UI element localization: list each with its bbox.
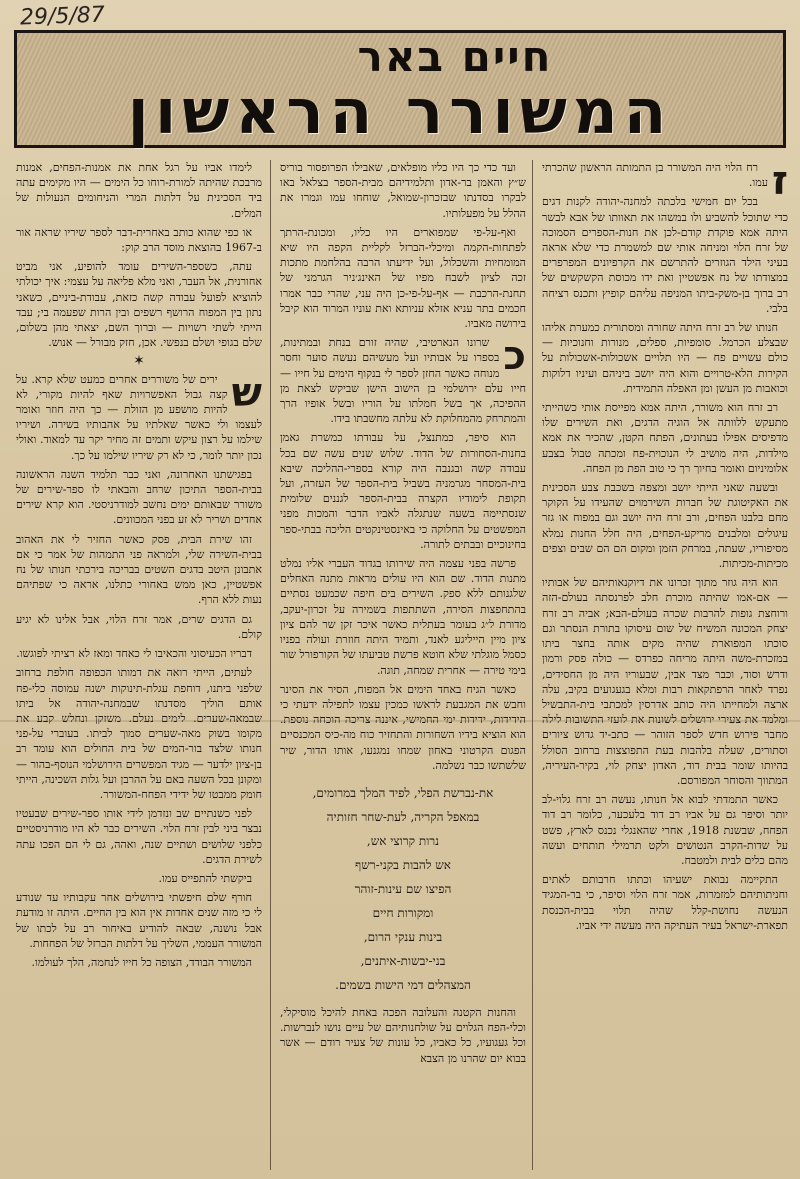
poem-line: בינות ענקי הרום, — [363, 929, 443, 944]
paragraph: הוא סיפר, כמתנצל, על עבודתו כמשרת גאמן בחנות-הסחורות של הדוד. שלוש שנים עשה שם בכל עבודה קשה ובגנבה היה קורא בספרי-ההליכה שיבא בית-המסחר מגרמניה בשביל בית-הספר של העזרה, ועל תקופת לימודיו הקצרה בבית-הספר לגננים שלומית שנסתיימה בשעה שנתגלה לאביו הדבר והמכות מפני המפשטים על החלוקה כי באינסטינקטים הליכה בבתי-ספר בחינוכיים ובבתים לתורה. — [280, 431, 526, 551]
poem-line: את-נברשת הפלי, לפיד המלך במרומים, — [312, 785, 494, 800]
column-divider — [270, 160, 271, 1170]
paragraph: לעתים, הייתי רואה את דמותו הכפופה חולפת ברחוב שלפני ביתנו, דוחפת עגלת-תינוקות ישנה עמוסה כלי-פח אותם הוליך מסדנתו שבמחנה-יהודה אל ביתו שבמאה-שערים. לימים נעלם. משזקן ונחלש קבע את מקומו בשוק מאה-שערים סמוך לביתו. בעוברי על-פני חנותו שלצד בור-המים של בית החולים הוא עומד רב בן-ציון ילדער — מגיד המפשרים הירושלמי הנוסף-בהור — ומקונן בכל השעה באם על ההרבן ועל גלות השכינה, הייתי חומק ממבטו של ידידי הפחח-המשורר. — [16, 666, 262, 801]
article-column-middle — [280, 160, 526, 1170]
paragraph: המשורר הבודד, הצופה כל חייו לנחמה, הלך לעולמו. — [31, 955, 252, 969]
article-column-right — [542, 160, 788, 1170]
poem-line: הפיצו שם עינות-זוהר — [354, 881, 452, 896]
poem-line: נרות קרוצי אש, — [366, 833, 440, 848]
poem-line: במאפל הקריה, לעת-שחר חזותיה — [326, 809, 480, 824]
paragraph: או כפי שהוא כותב באחרית-דבר לספר שיריו שראה אור ב-1967 בהוצאת מוסד הרב קוק: — [16, 225, 262, 255]
poem-line: בני-יבשות-איתנים, — [360, 953, 446, 968]
paragraph: כאשר הגיח באחד הימים אל המפוח, הסיר את הסינר וחבש את המגבעת לראשו כמכין עצמו לתפילה ידעתי כי הידידות, ידידות ימי החמישי, איננה צריכה הוכחה נוספת. הוא הוציא בידיו השחורות והתחזיר כוח מה-כיס המכנסיים הפגום הקרטוני באחון שמחו נמגנעו, אותו הדור, שיר שלשתשו כבר נשלמה. — [280, 682, 526, 772]
paragraph: כאשר התמדתי לבוא אל חנותו, נעשה רב זרח גלוי-לב יותר וסיפר גם על אביו רב דוד בלעכער, כלומר רב דוד הפחח, שבשנת 1918, אחרי שהאנגלי נכנס לארץ, פשט על שדות-הקרב הנטושים ולקט תרמילי תותחים ועשה מהם כלים לבית ולמטבח. — [542, 793, 788, 867]
headline-box — [14, 30, 786, 148]
column-divider — [532, 160, 533, 1170]
paragraph: לימדו אביו על רגל אחת את אמנות-הפחים, אמנות מרבכת שהיתה למורת-רוחו כל הימים — היו מקימים עתה ביד הסכינית על דלתות המרי והניחומים הנעולות של המלים. — [16, 161, 262, 220]
paragraph: והחנות הקטנה והעלובה הפכה באחת להיכל מוסיקלי, וכלי-הפח הגלוים על שולחנותיהם של עיים נושו לנברשות. וכל געגועיו, כל כאביו, כל עונות של צעיר רודם — אשר בבוא יום שהרנו מן הצבא — [280, 1005, 526, 1065]
paragraph: בכל יום חמישי בלכתה למחנה-יהודה לקנות דגים כדי שתוכל להשביע ולו במשהו את תאוותו של אבא לבשר היתה אמא פוקדת קודם-לכן את חנות-הספרים הסמוכה של זרח הלוי ומניחה אותי שם למשמרת כדי שלא אראה בעיני הילד הגוזרים להתרשם את הקרפיונים המפרפרים במצודתו של נח אפשטיין ואת ידו מכוסת הקשקשים של רב ברוך בן-משק-ביתו המניפה עליהם קופיץ ותכנס רציחה בלבי. — [542, 195, 788, 315]
paragraph: שרונו הנארטיבי, שהיה זורם בנחת ובמתינות, בספרו על אבותיו ועל מעשיהם נעשה סוער וחסר מנוחה כאשר החזן לספר לי בנקוף הימים על חייו — חייו עלם ירושלמי בן הישוב הישן שביקש לצאת מן ההפיכה, אך בשל חמלתו על הוריו ובשל אופיו הרך והמתרחק מהמחלוקת לא עלתה מחשבתו בידו. — [280, 336, 526, 426]
paragraph: ועד כדי כך היו כליו מופלאים, שאבילו הפרופסור בוריס ש״ץ והאמן בר-אדון ותלמידיהם מבית-הספר בצלאל באו לבקרו בסדנתו שבזכרון-שמואל, שוחחו עמו וגמרו את ההלל על מפעלותיו. — [280, 161, 526, 220]
paragraph: דבריו הכעיסוני והכאיבו לי כאחד ומאז לא רציתי לפוגשו. — [16, 647, 252, 661]
drop-cap: ז — [771, 160, 788, 204]
drop-cap: ש — [231, 369, 262, 416]
paragraph: ירים של משוררים אחרים כמעט שלא קרא. על קצה גבול האפשרויות שאף להיות מקורי, לא להיות מושפע מן הזולת — כך היה חוזר ואומר לעצמו ולי כאשר שאלתיו על אהבותיו בשירה. ושיריו שילמו על רצון עיקש ותמים זה מחיר יקר עד למאוד. ואולי נכון יותר לומר, כי לא רק שיריו שילמו על כך. — [16, 372, 262, 462]
poem-line: המצהלים דמי הישות בשמים. — [335, 977, 471, 992]
paragraph: לפני כשנתיים שב ונזדמן לידי אותו ספר-שירים שבעטיו נבצר ביני לבין זרח הלוי. השירים כבר לא היו מודרניסטיים כלפני שלושים ושתיים שנה, ואהה, גם לי הם הפכו עתה לשירת הדגים. — [16, 807, 262, 866]
block-quote: עתה, כשספר-השירים עומד להופיע, אני מביט אחורנית, אל העבר, ואני מלא פליאה על עצמי: איך יכולתי להוציא לפועל עבודה קשה כזאת, עבודת-ביניים, כשאני נתון בין המפוח הרושף רשפים ובין הרות שפעמה בי; עבד הייתי לשתי רשויות — וברוך השם, יצאתי מהן בשלום, שלם בגופי ושלם בנפשי. אכן, חזק מבורל — אנוש. — [16, 260, 262, 350]
paragraph: התקיימה נבואת ישעיהו וכתתו חרבותם לאתים וחניתותיהם למזמרות, אמר זרח הלוי וסיפר, כי בר-המגיד הנעשה נחושת-קלל שהיה תלוי בבית-הכנסת תפארת-ישראל בעיר העתיקה היה מעשה ידי אביו. — [542, 873, 788, 932]
paragraph: גם הדגים שרים, אמר זרח הלוי, אבל אלינו לא יגיע קולם. — [16, 612, 262, 641]
poem-line: אש להבות בקני-רשף — [355, 857, 451, 872]
paragraph: חורף שלם חיפשתי בירושלים אחר עקבותיו עד שנודע לי כי מזה שנים אחדות אין הוא בין החיים. היתה זו מודעת אבל נושנה, שבאה להודיע באיחור רב על לכתו של המשורר העממי, השליך על דלתות הברזל של הפחחות. — [16, 891, 262, 950]
poem-line: ומקורות חיים — [372, 905, 434, 920]
paper-fold-line — [0, 720, 800, 722]
paragraph: רח הלוי היה המשורר בן התמותה הראשון שהכרתי עמו. — [542, 161, 768, 190]
paragraph: פרשה בפני עצמה היה שירותו בגדוד העברי אליו נמלט מתנות הדוד. שם הוא היו עולים מראות מתנה האחלים שלגנותם ללא ספק. השירים בים חיפה שכמעט נסתיים בהתחפצות הסירה, השתתפות בשמירה על זכרון-יעקב, מדורת ל״ג בעומר בעתלית כאשר איכר זקן שר להם ציון ציון מיין הייליגע לאנד, ותמיד היתה חוזרת ועולה בפניו כסמל מוגלתי שלא חוטא פרשת טביעתו של הקורפורל שור בימי טירה — אחרית שמחה, תוגה. — [280, 557, 526, 677]
paragraph: זהו שירת הבית, פסק כאשר החזיר לי את האהוב בבית-השירה שלי, ולמראה פני התמהות של אמר כי אם אתבונן היטב בדגים השטים בבריכה בירכתי חנותו של נח אפשטיין, כאן ממש באחורי כתלנו, אראה כי שפתיהם נעות ללא הרף. — [16, 532, 262, 607]
paragraph: ואף-על-פי שמפוארים היו כליו, ומכונת-הרתך לפתחות-הקמה ומיכלי-הברזל לקליית הקפה היו שיא המומחיות והשכלול, ועל ידיעתו הרבה בהלחמת מתכות זכה לציון לשבח מפיו של האינג׳ניר הגרמני של תחנת-הרכבת — אף-על-פי-כן היה עני, שהרי כבר אמרו חכמים בתר עניא אזלא עניותא ואת עוניו המרוד הוא קיבל בירושה מאביו. — [280, 225, 526, 331]
paragraph: רב זרח הוא משורר, היתה אמא מפייסת אותי כשהייתי מתעקש ללוותה אל הוגיה הדגים, ואת השירים שלו מדפיסים אפילו בעתונים, הפתח הקטן, שהכיר את אמא מילדות, היה מושיב לי הנוכוית-פח ומכתה טבול בצבע אלומיניום ואומר בחיוך רך כי טוב הפת מן הפחה. — [542, 401, 788, 475]
drop-cap: כ — [503, 333, 526, 380]
article-column-left — [16, 160, 262, 1170]
paragraph: בפגישתנו האחרונה, ואני כבר תלמיד השנה הראשונה בבית-הספר התיכון שרחב והבאתי לו ספר-שירים של משורר שבאותם ימים נחשב למודרניסטי. הוא קרא שירים אחדים ושריר לא זע בפני המכוונים. — [16, 467, 262, 527]
section-star-icon: ✶ — [133, 353, 145, 370]
poem-excerpt — [280, 781, 526, 997]
date-stamp: 29/5/87 — [19, 2, 106, 31]
paragraph: ביקשתי להתפייס עמו. — [158, 871, 252, 885]
headline-title: המשורר הראשון — [127, 75, 673, 148]
paragraph: הוא היה גוזר מתוך זכרונו את דיוקנאותיהם של אבותיו — אם-אמו שהיתה מוכרת חלב לפרנסתה בעולם-הזה ורוחצת גופות להרבות שכרה בעולם-הבא; אביה רב זרח יצחק המכונה המשיח של שום עיסוקו בתורת הנסתר וגם סוכתו המפוארת שהיה מקים אותה בחצר ביתו במזכרת-משה היתה מריחה כפרדס — כולה פסק ורמון ודרש וסוד, וכבר מצד אבין, שבעוריו היה מן החסידים, נפרד לאחר הרפתקאות רבות ומלא בגעגועים בקיב, עלה ארצה ולמחייתו היה כותב אדרסין למכתבי בית-התבשיל ומלמד את צעירי ירושלים לשונות את לועזי התשובות לילה מחבר פירוש חדש לספר הזוהר — כתב-יד גדוש ציורים וסתורים, שעלה בלהבות בעת התפוצצות ברחוב הסולל בהיותו שומר בבית דוד, האדון יצחק לוי, בקיר-העיריה, המתווך והסוחר המפורסם. — [542, 576, 788, 787]
paragraph: ובשעה שאני הייתי יושב ומצפה בשכבת צבע הסכינית את האקיטוגת של חברות השירמוים שהעידו על הקוקר מחם בלבנו הפחים, ורב זרח היה יושב וגם במפוח או גזר עיגולים ומלבנים מריקע-הפחים, היה חלל החנות נמלא מסיפוריו, שעתה, במרחק הזמן ומקום הם הם שבים וצפים מכיתות-מכיתות. — [542, 481, 788, 571]
paragraph: חנותו של רב זרח היתה שחורה ומסתורית כמערת אליהו שבצלע הכרמל. סומפיות, ספלים, מנורות וחנוכיות — כולם עשויים פח — היו תלויים אשכולות-אשכולות על הקירות הלא-טרויים והוא היה יושב ביניהם ועיניו דלוקות וכואבות מן העשן ומן האפלה התמידית. — [542, 321, 788, 395]
author-kicker: חיים באר — [357, 32, 553, 81]
